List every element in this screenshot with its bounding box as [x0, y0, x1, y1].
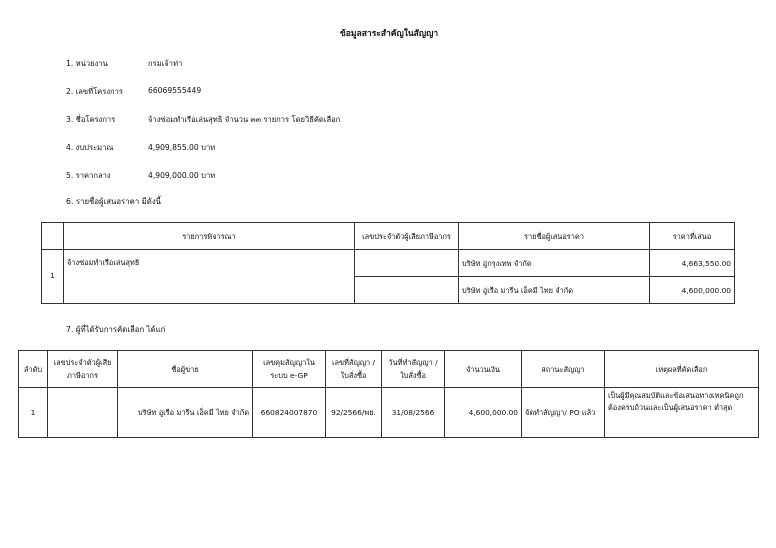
egp-no-cell: 660824007870: [253, 388, 326, 438]
field-reference-price-value: 4,909,000.00 บาท: [148, 171, 216, 180]
vendor-cell: บริษัท อู่เรือ มารีน เอ็คมี ไทย จำกัด: [118, 388, 253, 438]
col-tax-id: เลขประจำตัวผู้เสียภาษีอากร: [48, 351, 118, 388]
field-project-id-value: 66069555449: [148, 86, 202, 95]
col-reason: เหตุผลที่คัดเลือก: [605, 351, 759, 388]
col-amount: จำนวนเงิน: [445, 351, 522, 388]
reason-cell: เป็นผู้มีคุณสมบัติและข้อเสนอทางเทคนิคถูกต้องครบถ้วนและเป็นผู้เสนอราคา ต่ำสุด: [605, 388, 759, 438]
bid-tax-id: [355, 277, 459, 304]
tax-id-cell: [48, 388, 118, 438]
col-contract-no: เลขที่สัญญา / ใบสั่งซื้อ: [326, 351, 382, 388]
table-row: [42, 250, 735, 277]
amount-cell: 4,600,000.00: [445, 388, 522, 438]
col-egp-no: เลขคุมสัญญาในระบบ e-GP: [253, 351, 326, 388]
field-project-id-label: 2. เลขที่โครงการ: [66, 87, 123, 96]
col-bidder: รายชื่อผู้เสนอราคา: [459, 223, 650, 250]
item-number: 1: [42, 250, 64, 304]
field-project-name-label: 3. ชื่อโครงการ: [66, 115, 116, 124]
bidders-header-row: [42, 223, 735, 250]
status-cell: จัดทำสัญญา/ PO แล้ว: [522, 388, 605, 438]
bid-price: 4,600,000.00: [650, 277, 735, 304]
col-seq: ลำดับ: [19, 351, 48, 388]
field-budget-label: 4. งบประมาณ: [66, 143, 114, 152]
bid-tax-id: [355, 250, 459, 277]
table-row: [19, 388, 759, 438]
item-name: จ้างซ่อมทำเรือเล่นสุทธิ: [64, 250, 355, 304]
selected-vendor-table: [18, 350, 759, 438]
col-vendor: ชื่อผู้ขาย: [118, 351, 253, 388]
section7-title: 7. ผู้ที่ได้รับการคัดเลือก ได้แก่: [66, 325, 166, 334]
field-reference-price-label: 5. ราคากลาง: [66, 171, 111, 180]
bidder-name: บริษัท อู่เรือ มารีน เอ็คมี ไทย จำกัด: [459, 277, 650, 304]
col-status: สถานะสัญญา: [522, 351, 605, 388]
field-agency-label: 1. หน่วยงาน: [66, 59, 108, 68]
selected-header-row: [19, 351, 759, 388]
col-item: รายการพิจารณา: [64, 223, 355, 250]
bidders-table: [41, 222, 735, 304]
seq-cell: 1: [19, 388, 48, 438]
field-project-name-value: จ้างซ่อมทำเรือเล่นสุทธิ จำนวน ๓๓ รายการ โดยวิธีคัดเลือก: [148, 115, 341, 124]
col-tax-id: เลขประจำตัวผู้เสียภาษีอากร: [355, 223, 459, 250]
col-contract-date: วันที่ทำสัญญา / ใบสั่งซื้อ: [382, 351, 445, 388]
bid-price: 4,663,550.00: [650, 250, 735, 277]
bidder-name: บริษัท อู่กรุงเทพ จำกัด: [459, 250, 650, 277]
document-title: ข้อมูลสาระสำคัญในสัญญา: [340, 29, 439, 39]
contract-date-cell: 31/08/2566: [382, 388, 445, 438]
col-price: ราคาที่เสนอ: [650, 223, 735, 250]
field-budget-value: 4,909,855.00 บาท: [148, 143, 216, 152]
field-agency-value: กรมเจ้าท่า: [148, 59, 183, 68]
section6-title: 6. รายชื่อผู้เสนอราคา มีดังนี้: [66, 197, 162, 206]
contract-no-cell: 92/2566/พย.: [326, 388, 382, 438]
